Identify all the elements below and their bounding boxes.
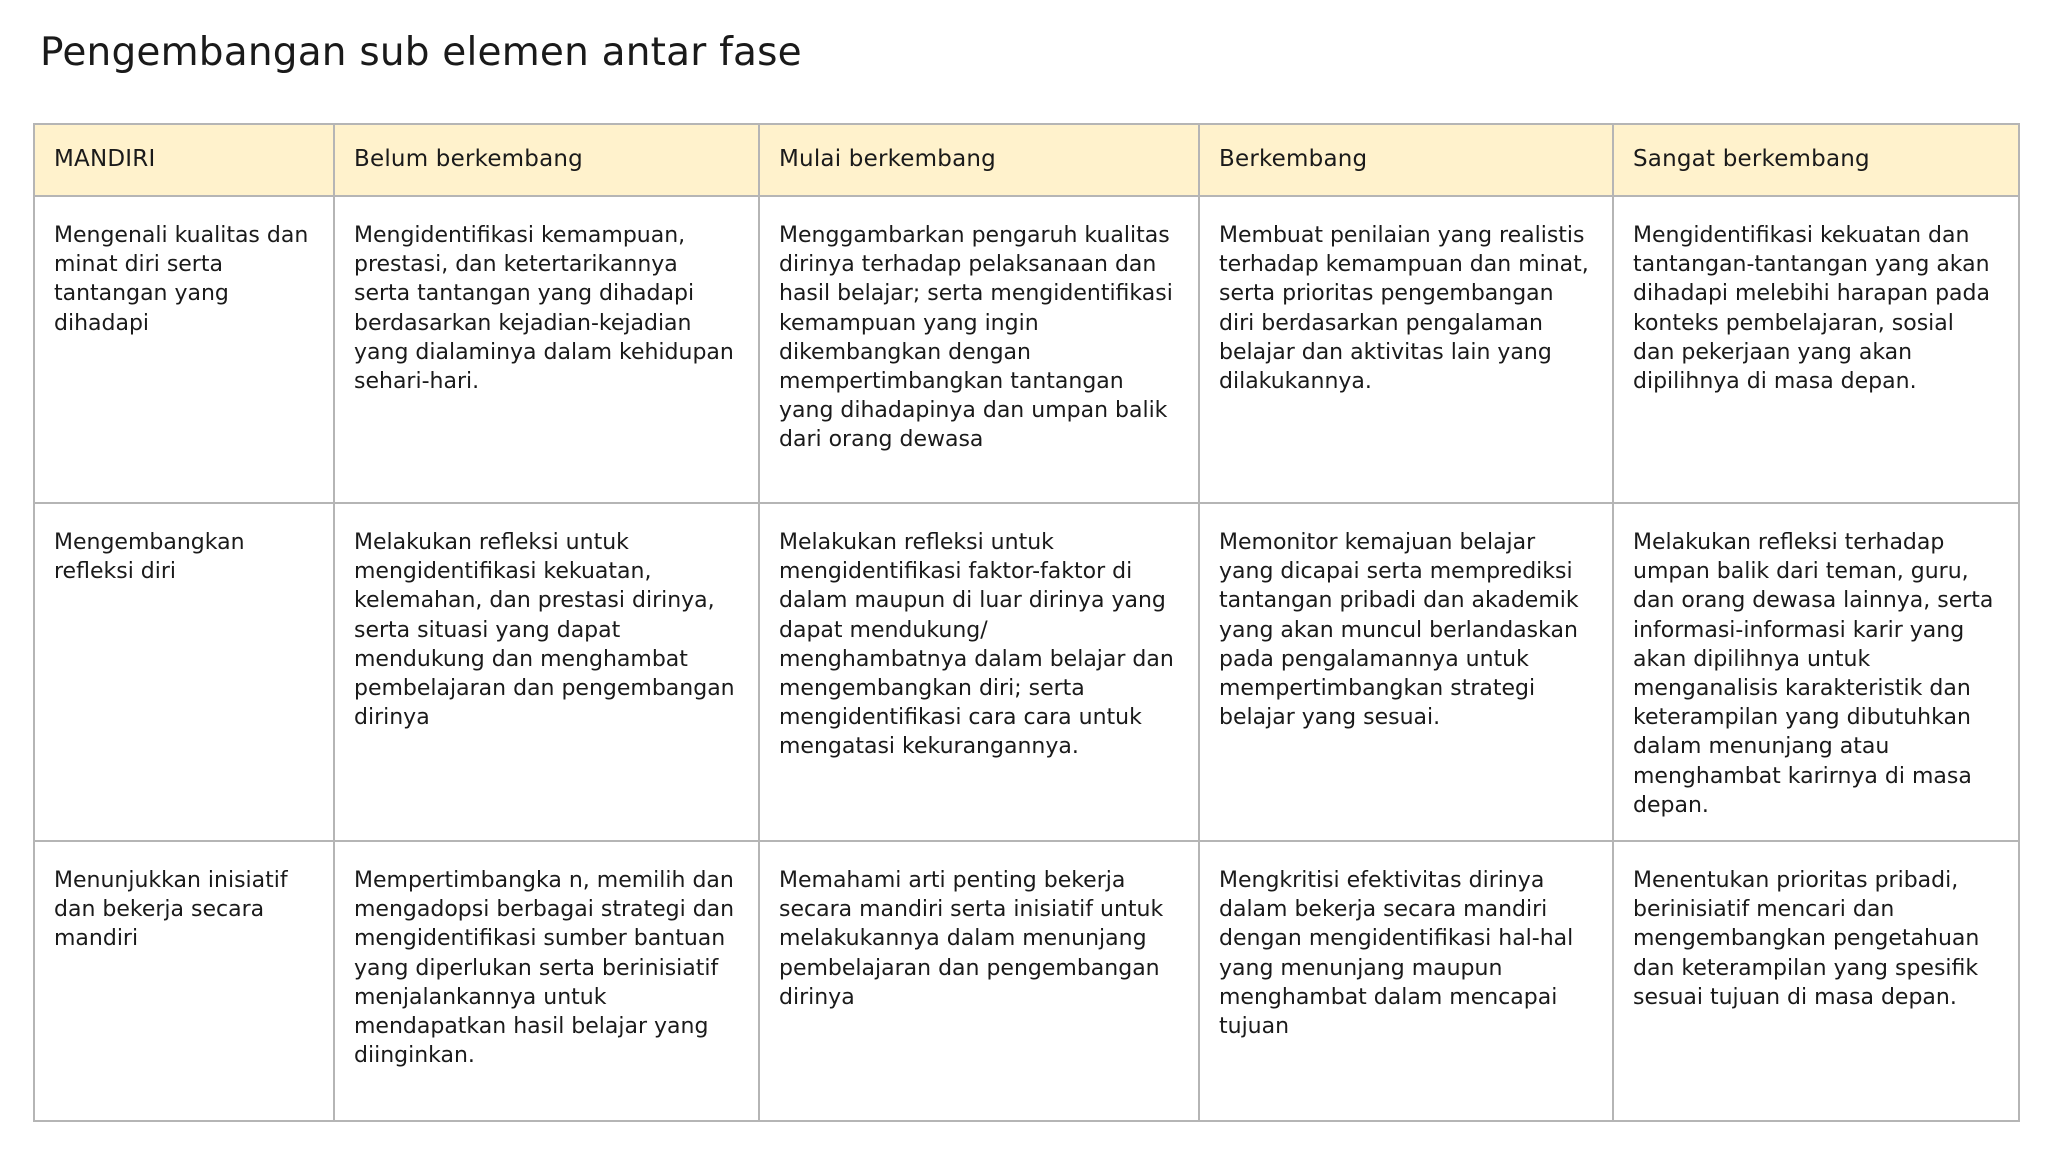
berkembang-cell: Mengkritisi efektivitas dirinya dalam bekerja secara mandiri dengan mengidentifikasi hal-hal yang menunjang maupun menghambat dalam mencapai tujuan xyxy=(1199,841,1613,1121)
belum-berkembang-cell: Mempertimbangka n, memilih dan mengadopsi berbagai strategi dan mengidentifikasi sumber bantuan yang diperlukan serta berinisiatif menjalankannya untuk mendapatkan hasil belajar yang diinginkan. xyxy=(334,841,759,1121)
sangat-berkembang-cell: Menentukan prioritas pribadi, berinisiatif mencari dan mengembangkan pengetahuan dan keterampilan yang spesifik sesuai tujuan di masa depan. xyxy=(1613,841,2019,1121)
header-mandiri: MANDIRI xyxy=(34,124,334,196)
rubric-table xyxy=(33,123,2020,1122)
belum-berkembang-cell: Melakukan refleksi untuk mengidentifikasi kekuatan, kelemahan, dan prestasi dirinya, serta situasi yang dapat mendukung dan menghambat pembelajaran dan pengembangan dirinya xyxy=(334,503,759,841)
header-belum-berkembang: Belum berkembang xyxy=(334,124,759,196)
header-sangat-berkembang: Sangat berkembang xyxy=(1613,124,2019,196)
berkembang-cell: Membuat penilaian yang realistis terhadap kemampuan dan minat, serta prioritas pengembangan diri berdasarkan pengalaman belajar dan aktivitas lain yang dilakukannya. xyxy=(1199,196,1613,503)
page-title: Pengembangan sub elemen antar fase xyxy=(40,30,802,75)
sub-element-cell: Menunjukkan inisiatif dan bekerja secara mandiri xyxy=(34,841,334,1121)
mulai-berkembang-cell: Melakukan refleksi untuk mengidentifikasi faktor-faktor di dalam maupun di luar dirinya yang dapat mendukung/ menghambatnya dalam belajar dan mengembangkan diri; serta mengidentifikasi cara cara untuk mengatasi kekurangannya. xyxy=(759,503,1199,841)
mulai-berkembang-cell: Memahami arti penting bekerja secara mandiri serta inisiatif untuk melakukannya dalam menunjang pembelajaran dan pengembangan dirinya xyxy=(759,841,1199,1121)
sub-element-cell: Mengembangkan refleksi diri xyxy=(34,503,334,841)
table-header-row xyxy=(34,124,2019,196)
header-berkembang: Berkembang xyxy=(1199,124,1613,196)
table-row xyxy=(34,841,2019,1121)
table-row xyxy=(34,503,2019,841)
berkembang-cell: Memonitor kemajuan belajar yang dicapai serta memprediksi tantangan pribadi dan akademik yang akan muncul berlandaskan pada pengalamannya untuk mempertimbangkan strategi belajar yang sesuai. xyxy=(1199,503,1613,841)
sub-element-cell: Mengenali kualitas dan minat diri serta tantangan yang dihadapi xyxy=(34,196,334,503)
header-mulai-berkembang: Mulai berkembang xyxy=(759,124,1199,196)
table-row xyxy=(34,196,2019,503)
sangat-berkembang-cell: Mengidentifikasi kekuatan dan tantangan-tantangan yang akan dihadapi melebihi harapan pada konteks pembelajaran, sosial dan pekerjaan yang akan dipilihnya di masa depan. xyxy=(1613,196,2019,503)
belum-berkembang-cell: Mengidentifikasi kemampuan, prestasi, dan ketertarikannya serta tantangan yang dihadapi berdasarkan kejadian-kejadian yang dialaminya dalam kehidupan sehari-hari. xyxy=(334,196,759,503)
sangat-berkembang-cell: Melakukan refleksi terhadap umpan balik dari teman, guru, dan orang dewasa lainnya, serta informasi-informasi karir yang akan dipilihnya untuk menganalisis karakteristik dan keterampilan yang dibutuhkan dalam menunjang atau menghambat karirnya di masa depan. xyxy=(1613,503,2019,841)
mulai-berkembang-cell: Menggambarkan pengaruh kualitas dirinya terhadap pelaksanaan dan hasil belajar; serta mengidentifikasi kemampuan yang ingin dikembangkan dengan mempertimbangkan tantangan yang dihadapinya dan umpan balik dari orang dewasa xyxy=(759,196,1199,503)
